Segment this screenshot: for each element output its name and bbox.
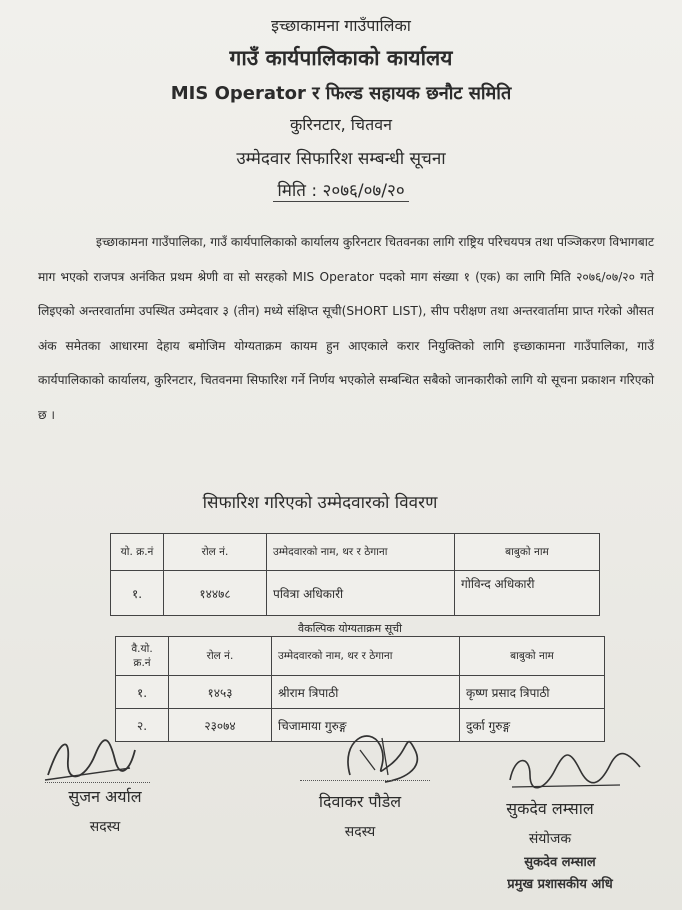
cell-serial: २. [116,709,169,742]
cell-roll: २३०७४ [169,709,272,742]
signature-line-1 [45,782,150,783]
cell-roll: १४४७८ [164,571,267,616]
signature-block-member-1 [30,785,180,836]
recommended-section-title: सिफारिश गरिएको उम्मेदवारको विवरण [202,493,438,513]
notice-paragraph: इच्छाकामना गाउँपालिका, गाउँ कार्यपालिकाको कार्यालय कुरिनटार चितवनका लागि राष्ट्रिय परिचयपत्र तथा पञ्जिकरण विभागबाट माग भएको राजपत्र अनंकित प्रथम श्रेणी वा सो सरहको MIS Operator पदको माग संख्या १ (एक) का लागि मिति २०७६/०७/२० गते लिइएको अन्तरवार्तामा उपस्थित उम्मेदवार ३ (तीन) मध्ये संक्षिप्त सूची(SHORT LIST), सीप परीक्षण तथा अन्तरवार्तामा प्राप्त गरेको औसत अंक समेतका आधारमा देहाय बमोजिम योग्यताक्रम कायम हुन आएकाले करार नियुक्तिको लागि इच्छाकामना गाउँपालिका, गाउँ कार्यपालिकाको कार्यालय, कुरिनटार, चितवनमा सिफारिश गर्ने निर्णय भएकोले सम्बन्धित सबैको जानकारीको लागि यो सूचना प्रकाशन गरिएको छ । [38,235,654,422]
signature-scribble-3 [500,745,650,795]
office-location: कुरिनटार, चितवन [290,115,392,134]
signature-line-2 [300,780,430,781]
signatory-role: सदस्य [89,819,121,835]
cell-name: पवित्रा अधिकारी [267,571,455,616]
table-header-row [111,534,600,571]
col-header-roll: रोल नं. [164,534,267,571]
notice-date-text: मिति : २०७६/०७/२० [273,181,408,202]
signatory-name: सुजन अर्याल [68,787,142,806]
cell-name: चिजामाया गुरुङ्ग [272,709,460,742]
signature-block-coordinator [480,797,620,848]
municipality-name: इच्छाकामना गाउँपालिका [271,16,411,35]
signatory-role: संयोजक [528,831,572,847]
cell-serial: १. [116,676,169,709]
col-header-father: बाबुको नाम [460,637,605,676]
table-row [111,571,600,616]
cell-father: कृष्ण प्रसाद त्रिपाठी [460,676,605,709]
col-header-father: बाबुको नाम [455,534,600,571]
col-header-serial: यो. क्र.नं [111,534,164,571]
committee-name: MIS Operator र फिल्ड सहायक छनौट समिति [170,83,512,104]
signatory-role: सदस्य [344,824,376,840]
col-header-name: उम्मेदवारको नाम, थर र ठेगाना [267,534,455,571]
recommended-table [110,533,600,616]
cell-father: गोविन्द अधिकारी [455,571,600,616]
signature-scribble-1 [40,730,140,785]
alternate-section-title: वैकल्पिक योग्यताक्रम सूची [298,622,402,635]
cell-father: दुर्का गुरुङ्ग [460,709,605,742]
col-header-roll: रोल नं. [169,637,272,676]
cell-name: श्रीराम त्रिपाठी [272,676,460,709]
signatory-name: दिवाकर पौडेल [318,792,402,811]
office-name: गाउँ कार्यपालिकाको कार्यालय [229,46,453,70]
cell-roll: १४५३ [169,676,272,709]
official-stamp [480,852,640,896]
signatory-name: सुकदेव लम्साल [506,799,594,818]
table-header-row [116,637,605,676]
notice-body [38,225,654,433]
signature-block-member-2 [280,790,440,841]
stamp-title: प्रमुख प्रशासकीय अधि [507,877,613,892]
col-header-serial: वै.यो. क्र.नं [116,637,169,676]
notice-date [0,178,682,201]
col-header-name: उम्मेदवारको नाम, थर र ठेगाना [272,637,460,676]
table-row [116,676,605,709]
stamp-name: सुकदेव लम्साल [524,855,596,870]
notice-title: उम्मेदवार सिफारिश सम्बन्धी सूचना [236,149,446,169]
cell-serial: १. [111,571,164,616]
